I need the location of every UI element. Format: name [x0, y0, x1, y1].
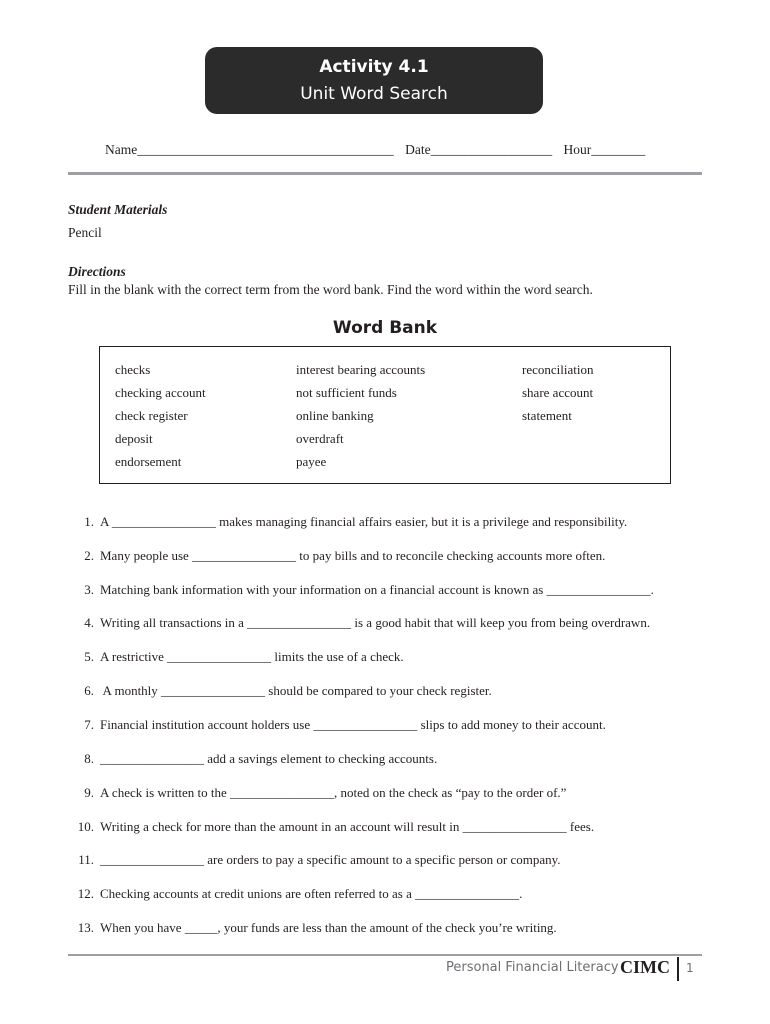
question-text: ________________ add a savings element to checking accounts.: [100, 751, 438, 766]
question-number: 6.: [84, 683, 94, 698]
hour-field: Hour________: [563, 142, 646, 157]
question-text: Matching bank information with your information on a financial account is known as ________________.: [100, 582, 654, 597]
question-number: 2.: [84, 548, 94, 563]
directions-text: Fill in the blank with the correct term from the word bank. Find the word within the word search.: [68, 282, 593, 297]
word-bank-term: interest bearing accounts: [296, 362, 426, 377]
question-number: 13.: [77, 920, 94, 935]
question-number: 10.: [77, 819, 94, 834]
question-item: [68, 615, 650, 631]
question-number: 4.: [84, 615, 94, 630]
word-bank-term: online banking: [296, 408, 374, 423]
question-text: Many people use ________________ to pay bills and to reconcile checking accounts more often.: [100, 548, 606, 563]
header-divider: [68, 172, 702, 175]
question-number: 11.: [78, 852, 94, 867]
question-item: [68, 751, 437, 767]
question-item: [68, 683, 492, 699]
header-fields: [105, 142, 653, 158]
date-field: Date__________________: [405, 142, 553, 157]
page-number: 1: [686, 961, 694, 975]
word-bank-term: checking account: [115, 385, 206, 400]
course-name: Personal Financial Literacy: [446, 960, 619, 975]
directions-heading: Directions: [68, 264, 126, 279]
footer-vertical-divider: [677, 957, 679, 981]
question-item: [68, 819, 594, 835]
word-bank-box: [99, 346, 671, 484]
question-item: [68, 514, 627, 530]
activity-title: Unit Word Search: [300, 84, 448, 104]
activity-title-box: [205, 47, 543, 114]
word-bank-term: endorsement: [115, 454, 182, 469]
question-number: 9.: [84, 785, 94, 800]
question-number: 3.: [84, 582, 94, 597]
question-item: [68, 717, 606, 733]
question-text: Writing all transactions in a ________________ is a good habit that will keep you from being overdrawn.: [100, 615, 651, 630]
word-bank-term: share account: [522, 385, 594, 400]
word-bank-term: overdraft: [296, 431, 344, 446]
question-number: 8.: [84, 751, 94, 766]
question-item: [68, 886, 522, 902]
materials-text: Pencil: [68, 225, 102, 240]
question-text: Writing a check for more than the amount in an account will result in ________________ fees.: [100, 819, 595, 834]
question-text: Financial institution account holders use ________________ slips to add money to their account.: [100, 717, 606, 732]
word-bank-term: reconciliation: [522, 362, 594, 377]
question-item: [68, 649, 404, 665]
word-bank-term: checks: [115, 362, 151, 377]
question-text: When you have _____, your funds are less than the amount of the check you’re writing.: [100, 920, 557, 935]
question-number: 7.: [84, 717, 94, 732]
materials-heading: Student Materials: [68, 202, 168, 217]
word-bank-term: payee: [296, 454, 327, 469]
word-bank-column-2: [296, 361, 425, 476]
question-text: A ________________ makes managing financial affairs easier, but it is a privilege and responsibility.: [100, 514, 628, 529]
question-item: [68, 920, 557, 936]
question-text: A check is written to the ________________, noted on the check as “pay to the order of.”: [100, 785, 567, 800]
question-text: Checking accounts at credit unions are often referred to as a ________________.: [100, 886, 523, 901]
word-bank-term: check register: [115, 408, 188, 423]
question-number: 1.: [84, 514, 94, 529]
question-item: [68, 582, 654, 598]
footer-divider: [68, 954, 702, 956]
word-bank-term: statement: [522, 408, 572, 423]
question-item: [68, 785, 566, 801]
question-number: 5.: [84, 649, 94, 664]
question-text: ________________ are orders to pay a specific amount to a specific person or company.: [100, 852, 561, 867]
activity-number: Activity 4.1: [319, 57, 429, 77]
cimc-logo: CIMC: [620, 957, 670, 977]
question-item: [68, 852, 561, 868]
question-number: 12.: [77, 886, 94, 901]
word-bank-column-1: [115, 361, 206, 476]
question-text: A monthly ________________ should be compared to your check register.: [100, 683, 492, 698]
word-bank-term: not sufficient funds: [296, 385, 397, 400]
question-text: A restrictive ________________ limits the use of a check.: [100, 649, 404, 664]
word-bank-term: deposit: [115, 431, 153, 446]
word-bank-title: Word Bank: [332, 318, 438, 338]
word-bank-column-3: [522, 361, 593, 430]
question-item: [68, 548, 605, 564]
name-field: Name______________________________________: [105, 142, 394, 157]
